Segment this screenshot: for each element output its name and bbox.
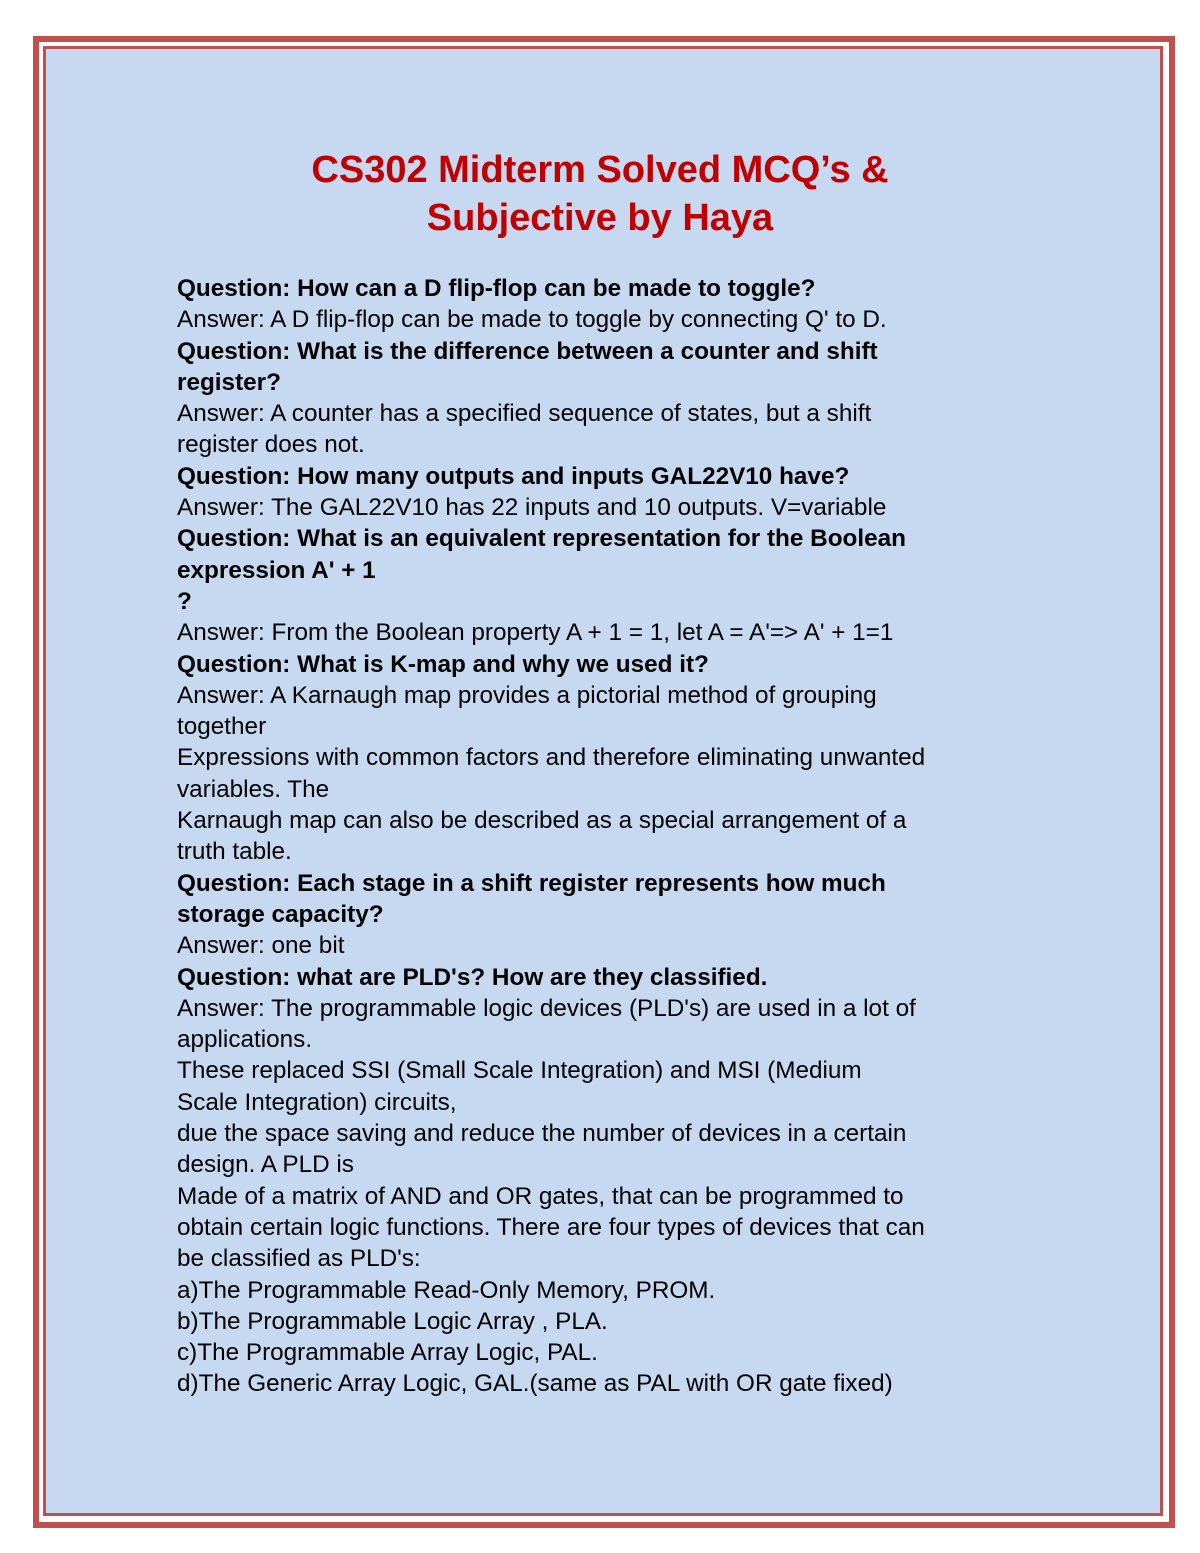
title-line-2: Subjective by Haya bbox=[426, 197, 774, 239]
question-line: Question: What is an equivalent representation for the Boolean bbox=[177, 525, 907, 553]
question-line: storage capacity? bbox=[177, 900, 384, 928]
answer-line: Answer: A Karnaugh map provides a pictorial method of grouping bbox=[177, 681, 877, 709]
answer-line: applications. bbox=[177, 1026, 313, 1054]
answer-line: Expressions with common factors and therefore eliminating unwanted bbox=[177, 744, 926, 772]
question-line: Question: Each stage in a shift register represents how much bbox=[177, 869, 886, 897]
answer-line: due the space saving and reduce the number of devices in a certain bbox=[177, 1120, 907, 1148]
answer-line: Answer: A counter has a specified sequence of states, but a shift bbox=[177, 400, 872, 428]
answer-line: Karnaugh map can also be described as a special arrangement of a bbox=[177, 807, 907, 835]
answer-line: a)The Programmable Read-Only Memory, PROM. bbox=[177, 1276, 716, 1304]
answer-line: Answer: A D flip-flop can be made to toggle by connecting Q' to D. bbox=[177, 306, 887, 334]
answer-line: Made of a matrix of AND and OR gates, that can be programmed to bbox=[177, 1182, 904, 1210]
question-line: register? bbox=[177, 368, 281, 396]
answer-line: Answer: one bit bbox=[177, 932, 345, 960]
question-line: expression A' + 1 bbox=[177, 556, 376, 584]
question-line: Question: What is the difference between a counter and shift bbox=[177, 337, 878, 365]
question-line: Question: How many outputs and inputs GAL22V10 have? bbox=[177, 462, 850, 490]
document-title bbox=[0, 146, 1200, 242]
answer-line: Answer: The GAL22V10 has 22 inputs and 10 outputs. V=variable bbox=[177, 494, 887, 522]
answer-line: d)The Generic Array Logic, GAL.(same as PAL with OR gate fixed) bbox=[177, 1370, 893, 1398]
title-line-1: CS302 Midterm Solved MCQ’s & bbox=[311, 149, 889, 191]
answer-line: together bbox=[177, 713, 267, 741]
answer-line: Answer: The programmable logic devices (PLD's) are used in a lot of bbox=[177, 994, 916, 1022]
answer-line: obtain certain logic functions. There are four types of devices that can bbox=[177, 1213, 925, 1241]
answer-line: truth table. bbox=[177, 838, 292, 866]
answer-line: register does not. bbox=[177, 431, 365, 459]
question-line: Question: What is K-map and why we used it? bbox=[177, 650, 709, 678]
answer-line: design. A PLD is bbox=[177, 1151, 354, 1179]
answer-line: c)The Programmable Array Logic, PAL. bbox=[177, 1339, 598, 1367]
question-line: Question: How can a D flip-flop can be made to toggle? bbox=[177, 275, 816, 302]
answer-line: Scale Integration) circuits, bbox=[177, 1088, 457, 1116]
document-body bbox=[177, 273, 1057, 1400]
question-line: Question: what are PLD's? How are they classified. bbox=[177, 963, 768, 991]
question-line: ? bbox=[177, 587, 192, 615]
answer-line: be classified as PLD's: bbox=[177, 1245, 421, 1273]
answer-line: variables. The bbox=[177, 775, 330, 803]
answer-line: b)The Programmable Logic Array , PLA. bbox=[177, 1307, 608, 1335]
answer-line: These replaced SSI (Small Scale Integration) and MSI (Medium bbox=[177, 1057, 862, 1085]
answer-line: Answer: From the Boolean property A + 1 = 1, let A = A'=> A' + 1=1 bbox=[177, 619, 894, 647]
